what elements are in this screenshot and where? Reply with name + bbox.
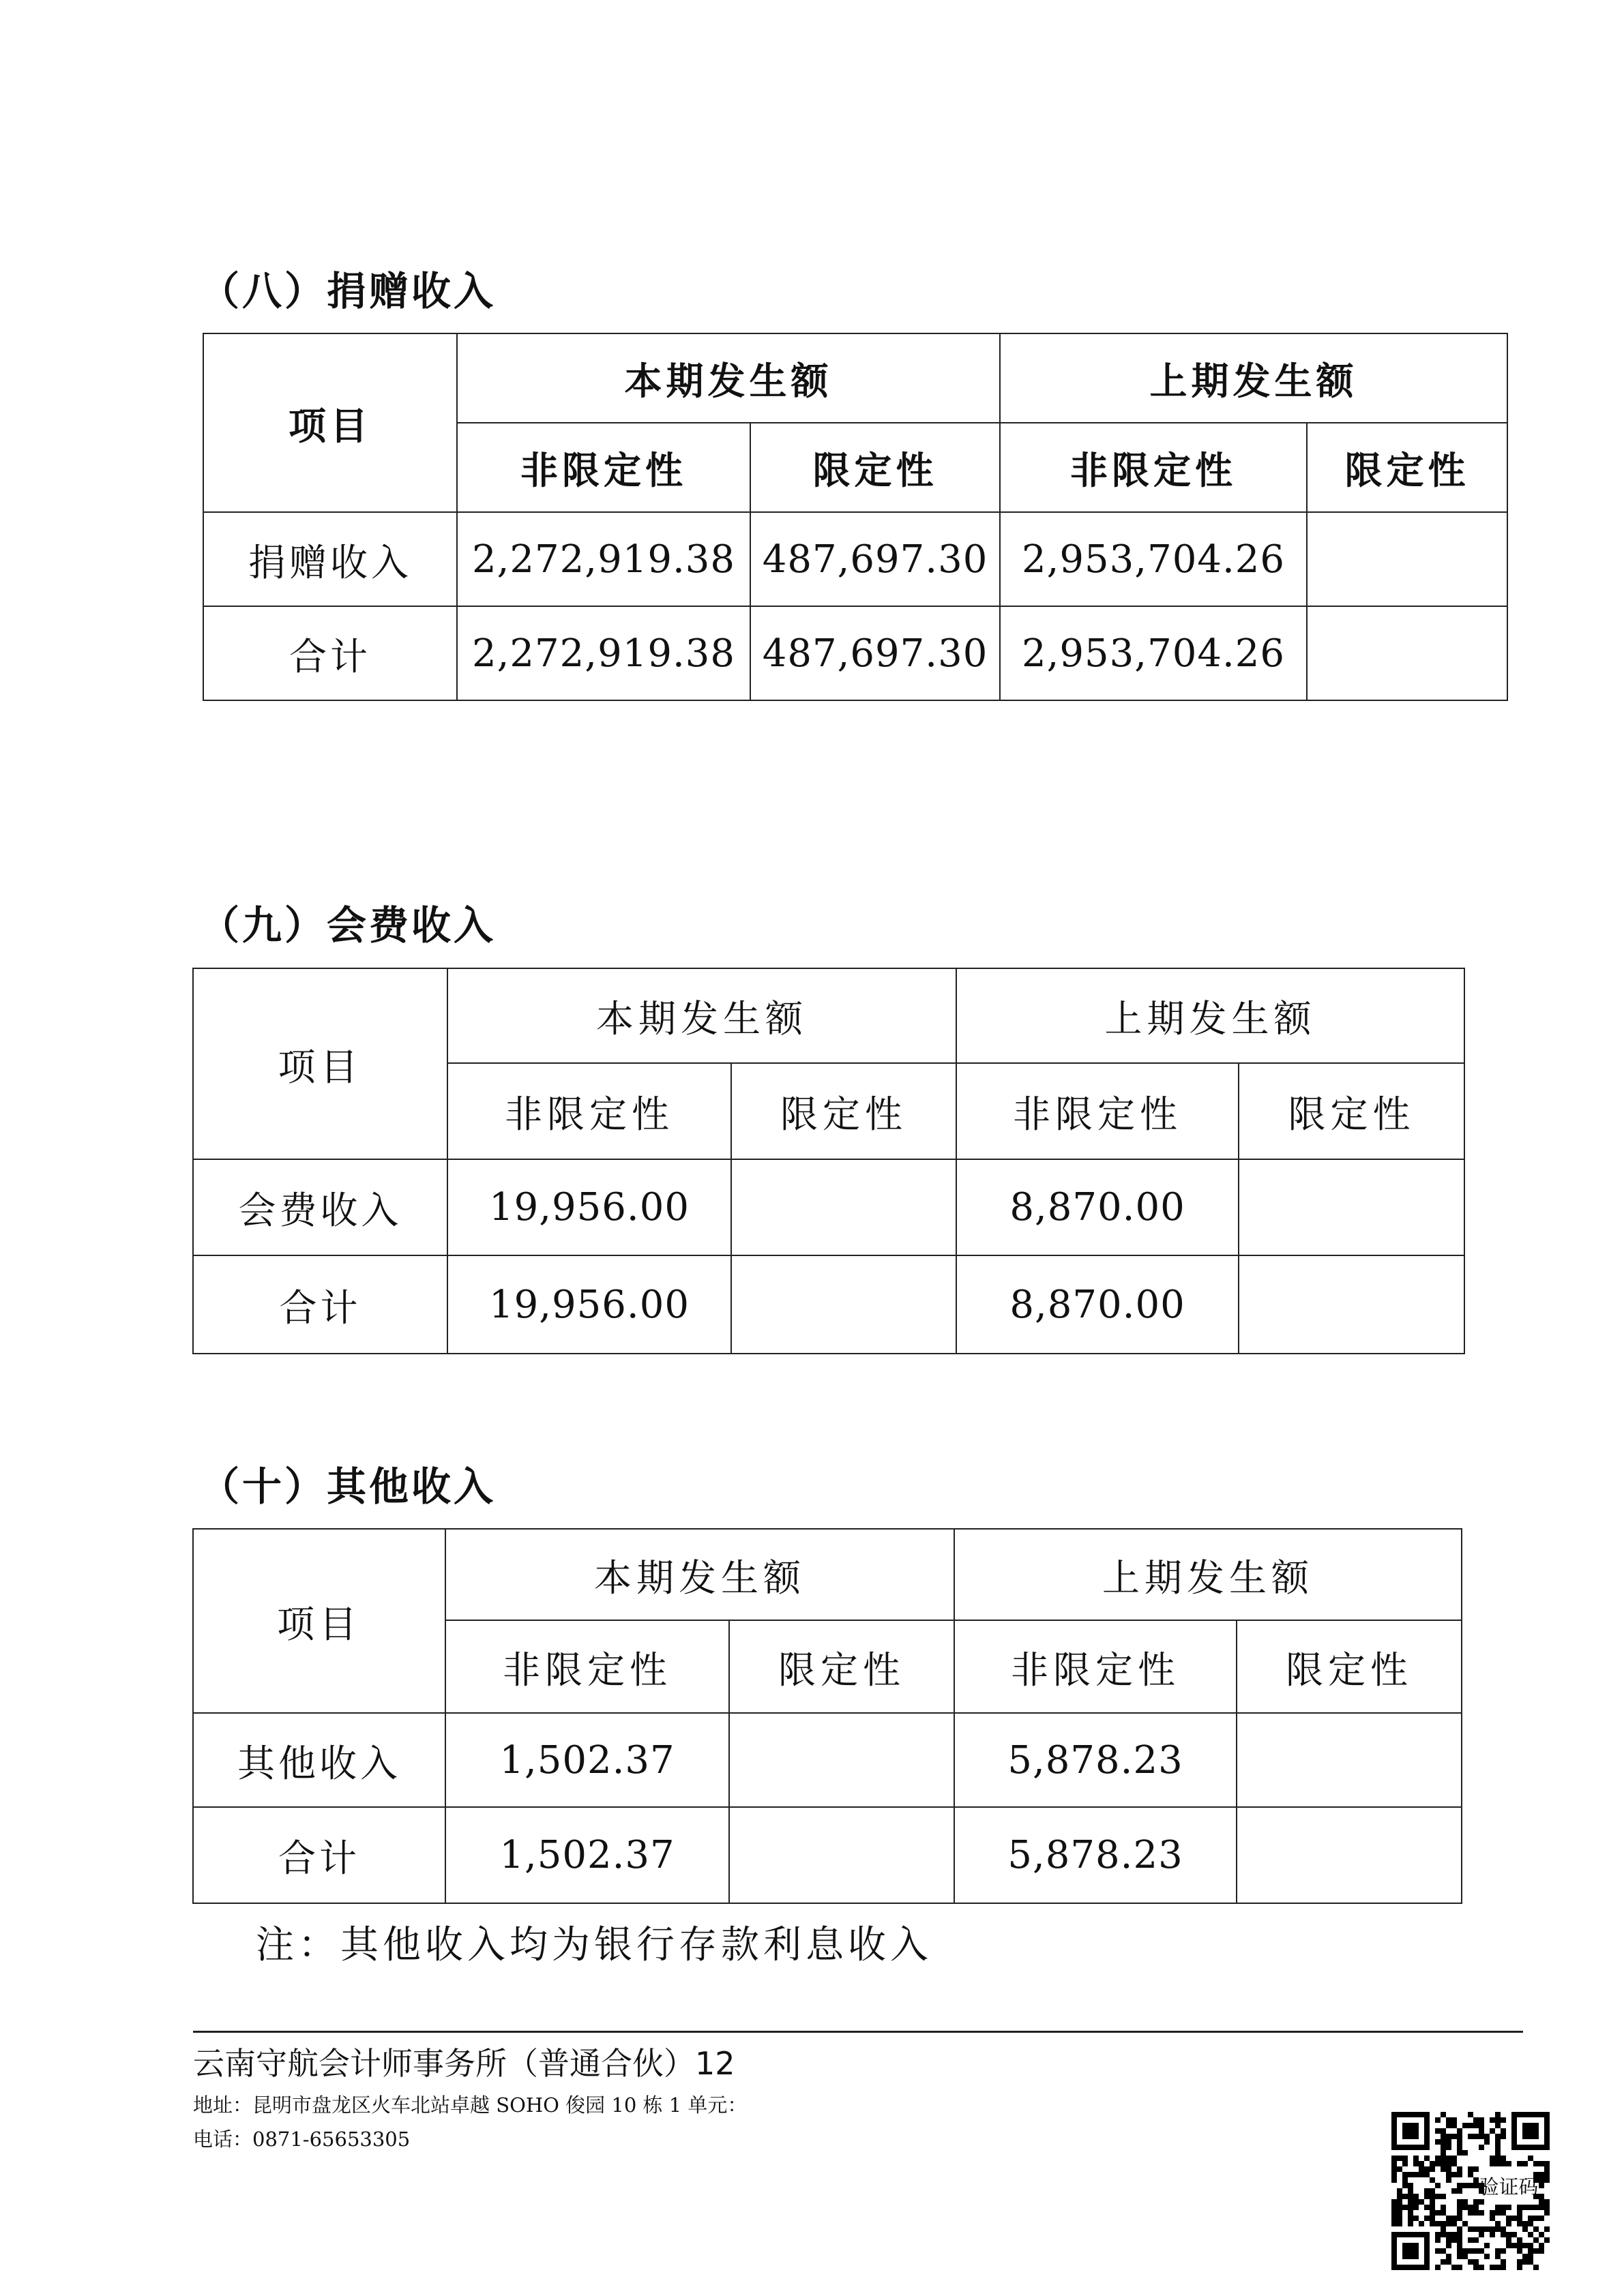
row-label: 合计: [193, 1807, 445, 1903]
header-prior-period: 上期发生额: [954, 1529, 1462, 1620]
header-prior-unrestricted: 非限定性: [954, 1620, 1237, 1713]
header-current-restricted: 限定性: [750, 423, 1000, 512]
header-item: 项目: [193, 968, 447, 1159]
cell-prior-restricted: [1239, 1255, 1464, 1354]
cell-prior-restricted: [1237, 1713, 1462, 1807]
cell-prior-unrestricted: 5,878.23: [954, 1807, 1237, 1903]
cell-current-restricted: [731, 1159, 956, 1255]
section-heading-donation: （八）捐赠收入: [200, 268, 497, 314]
section-heading-membership-fee: （九）会费收入: [200, 902, 497, 949]
cell-current-restricted: [729, 1807, 954, 1903]
header-prior-restricted: 限定性: [1239, 1063, 1464, 1159]
membership-fee-income-table: [192, 968, 1465, 1354]
row-label: 其他收入: [193, 1713, 445, 1807]
cell-prior-restricted: [1307, 512, 1507, 606]
header-current-period: 本期发生额: [445, 1529, 954, 1620]
table-row-total: [193, 1255, 1464, 1354]
table-row-total: [193, 1807, 1462, 1903]
footer-firm-name: 云南守航会计师事务所（普通合伙）12: [193, 2045, 735, 2082]
header-current-unrestricted: 非限定性: [457, 423, 750, 512]
header-current-period: 本期发生额: [447, 968, 956, 1063]
header-current-unrestricted: 非限定性: [445, 1620, 729, 1713]
cell-prior-unrestricted: 2,953,704.26: [1000, 512, 1307, 606]
cell-current-unrestricted: 1,502.37: [445, 1807, 729, 1903]
row-label: 会费收入: [193, 1159, 447, 1255]
cell-current-unrestricted: 19,956.00: [447, 1255, 731, 1354]
header-prior-period: 上期发生额: [1000, 333, 1507, 423]
header-current-restricted: 限定性: [729, 1620, 954, 1713]
qr-finder-top-right: [1511, 2112, 1550, 2150]
table-row-total: [203, 606, 1507, 700]
footer-address: 地址：昆明市盘龙区火车北站卓越 SOHO 俊园 10 栋 1 单元：: [193, 2093, 748, 2117]
row-label: 合计: [203, 606, 457, 700]
table-row: [193, 1713, 1462, 1807]
header-item: 项目: [203, 333, 457, 512]
header-prior-restricted: 限定性: [1307, 423, 1507, 512]
header-current-restricted: 限定性: [731, 1063, 956, 1159]
table-row: [193, 1159, 1464, 1255]
cell-prior-restricted: [1239, 1159, 1464, 1255]
row-label: 合计: [193, 1255, 447, 1354]
donation-income-table: [203, 333, 1508, 701]
row-label: 捐赠收入: [203, 512, 457, 606]
other-income-table: [192, 1528, 1462, 1904]
footer-divider: [193, 2031, 1523, 2033]
header-prior-unrestricted: 非限定性: [1000, 423, 1307, 512]
cell-prior-unrestricted: 8,870.00: [956, 1159, 1239, 1255]
header-item: 项目: [193, 1529, 445, 1713]
verification-qr-code: [1391, 2112, 1550, 2270]
cell-current-unrestricted: 2,272,919.38: [457, 606, 750, 700]
cell-prior-unrestricted: 8,870.00: [956, 1255, 1239, 1354]
cell-current-restricted: 487,697.30: [750, 512, 1000, 606]
cell-current-restricted: 487,697.30: [750, 606, 1000, 700]
header-prior-restricted: 限定性: [1237, 1620, 1462, 1713]
cell-prior-restricted: [1307, 606, 1507, 700]
cell-current-restricted: [729, 1713, 954, 1807]
cell-current-unrestricted: 19,956.00: [447, 1159, 731, 1255]
footer-phone: 电话：0871-65653305: [193, 2128, 411, 2151]
qr-finder-top-left: [1391, 2112, 1430, 2150]
header-current-unrestricted: 非限定性: [447, 1063, 731, 1159]
cell-current-unrestricted: 2,272,919.38: [457, 512, 750, 606]
cell-prior-unrestricted: 2,953,704.26: [1000, 606, 1307, 700]
header-current-period: 本期发生额: [457, 333, 1000, 423]
header-prior-period: 上期发生额: [956, 968, 1464, 1063]
cell-prior-restricted: [1237, 1807, 1462, 1903]
qr-finder-bottom-left: [1391, 2232, 1430, 2270]
cell-current-restricted: [731, 1255, 956, 1354]
section-heading-other-income: （十）其他收入: [200, 1463, 497, 1510]
qr-label: 验证码: [1479, 2175, 1539, 2198]
cell-prior-unrestricted: 5,878.23: [954, 1713, 1237, 1807]
header-prior-unrestricted: 非限定性: [956, 1063, 1239, 1159]
table-note: 注：其他收入均为银行存款利息收入: [256, 1923, 932, 1967]
cell-current-unrestricted: 1,502.37: [445, 1713, 729, 1807]
table-row: [203, 512, 1507, 606]
